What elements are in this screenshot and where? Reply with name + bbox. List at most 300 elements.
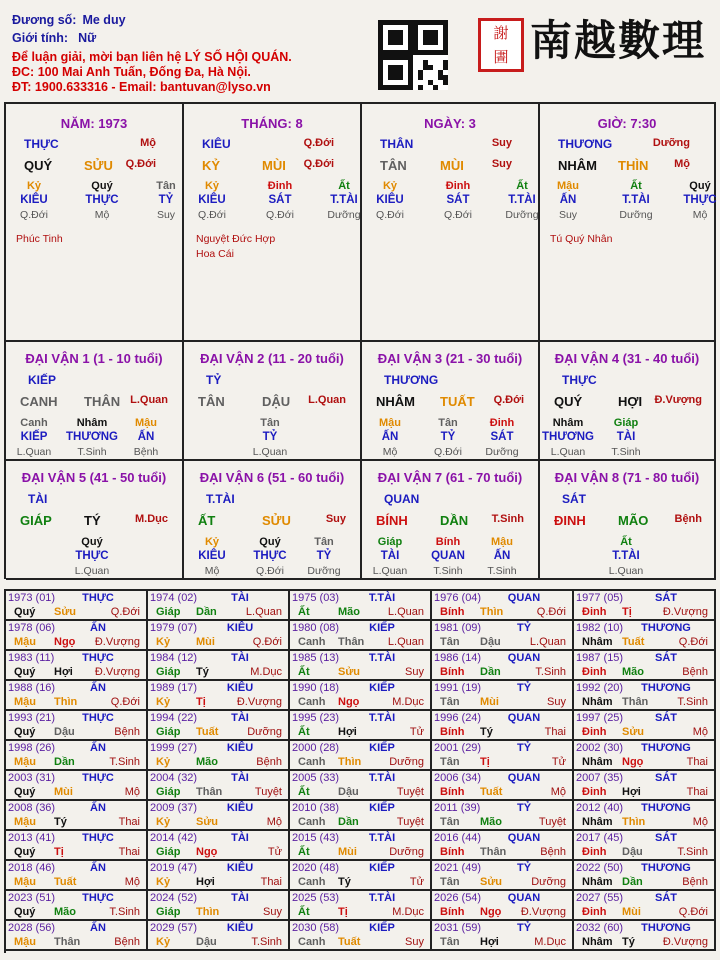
dai-van-god: QUAN	[384, 492, 420, 506]
year-label: 2030 (58)	[292, 922, 340, 934]
year-state: Bệnh	[682, 666, 708, 678]
hidden-state: Q.Đới	[256, 565, 284, 577]
year-god: TỶ	[516, 682, 532, 694]
dai-van-title: ĐẠI VẬN 1 (1 - 10 tuổi)	[25, 351, 163, 366]
year-branch: Dậu	[196, 936, 217, 948]
year-branch: Dậu	[54, 726, 75, 738]
pillar-state-top: Dưỡng	[652, 137, 690, 149]
year-label: 1981 (09)	[434, 622, 482, 634]
year-cell	[574, 921, 716, 951]
year-god: TỶ	[516, 622, 532, 634]
year-branch: Tý	[338, 876, 351, 888]
year-branch: Thìn	[622, 816, 646, 828]
year-stem: Kỷ	[156, 816, 171, 828]
hidden-state: Q.Đới	[20, 209, 48, 221]
year-god: THƯƠNG	[641, 862, 691, 874]
dai-van-state: L.Quan	[130, 394, 168, 406]
hidden-state: T.Sinh	[433, 565, 463, 577]
year-label: 1993 (21)	[8, 712, 56, 724]
year-label: 2026 (54)	[434, 892, 482, 904]
year-state: Q.Đới	[110, 606, 140, 618]
dai-van-cell	[540, 461, 716, 580]
hidden-stem: Đinh	[267, 180, 293, 192]
hidden-god: QUAN	[431, 550, 465, 562]
year-cell	[148, 801, 290, 831]
hidden-stem: Quý	[81, 536, 103, 548]
year-branch: Mão	[622, 666, 644, 678]
year-god: T.TÀI	[368, 592, 396, 604]
year-branch: Tý	[196, 666, 209, 678]
year-cell	[6, 831, 148, 861]
year-cell	[290, 801, 432, 831]
year-stem: Mậu	[14, 876, 36, 888]
year-label: 1991 (19)	[434, 682, 482, 694]
year-branch: Ngọ	[338, 696, 360, 708]
year-state: Mộ	[124, 786, 140, 798]
pillar-state-top: Suy	[491, 137, 512, 149]
year-state: Thai	[260, 876, 282, 888]
year-label: 2010 (38)	[292, 802, 340, 814]
year-branch: Sửu	[338, 666, 361, 678]
hidden-state: Mộ	[94, 209, 110, 221]
year-stem: Tân	[440, 936, 460, 948]
year-god: TỶ	[516, 862, 532, 874]
dai-van-god: T.TÀI	[206, 492, 235, 506]
logo: 南越數理	[530, 16, 707, 65]
year-state: M.Dục	[392, 696, 424, 708]
year-label: 1996 (24)	[434, 712, 482, 724]
year-state: Mộ	[550, 786, 566, 798]
hidden-state: Dưỡng	[485, 446, 519, 458]
year-label: 2023 (51)	[8, 892, 56, 904]
hidden-state: L.Quan	[16, 446, 52, 458]
year-cell	[574, 591, 716, 621]
hidden-state: Q.Đới	[444, 209, 472, 221]
dai-van-branch: DẦN	[440, 513, 469, 528]
year-stem: Tân	[440, 636, 460, 648]
year-stem: Tân	[440, 696, 460, 708]
year-state: Q.Đới	[252, 636, 282, 648]
year-state: Dưỡng	[531, 876, 566, 888]
year-branch: Dậu	[480, 636, 501, 648]
year-label: 2032 (60)	[576, 922, 624, 934]
hidden-god: T.TÀI	[622, 194, 650, 206]
year-state: T.Sinh	[535, 666, 566, 678]
year-cell	[432, 891, 574, 921]
year-branch: Mùi	[196, 636, 215, 648]
year-label: 2016 (44)	[434, 832, 482, 844]
hidden-god: TÀI	[380, 550, 400, 562]
year-cell	[290, 921, 432, 951]
hidden-stem: Ất	[516, 180, 528, 192]
hidden-stem: Tân	[260, 417, 280, 429]
hidden-god: THƯƠNG	[542, 431, 594, 443]
dai-van-god: TỶ	[206, 373, 222, 387]
hidden-stem: Kỷ	[382, 180, 398, 192]
pillar-god-top: THÂN	[380, 137, 414, 151]
year-stem: Kỷ	[156, 876, 171, 888]
year-cell	[574, 861, 716, 891]
year-god: THỰC	[82, 832, 114, 844]
year-state: Dưỡng	[247, 726, 282, 738]
year-state: Suy	[547, 696, 566, 708]
pillar-cell	[184, 104, 362, 342]
year-god: TÀI	[231, 772, 249, 784]
year-god: THỰC	[82, 712, 114, 724]
year-stem: Đinh	[582, 786, 607, 798]
year-branch: Mão	[480, 816, 502, 828]
year-state: Q.Đới	[678, 906, 708, 918]
year-god: QUAN	[507, 652, 541, 664]
year-state: M.Dục	[392, 906, 424, 918]
year-stem: Kỷ	[156, 636, 171, 648]
year-cell	[148, 741, 290, 771]
year-label: 1978 (06)	[8, 622, 56, 634]
pillar-cell	[6, 104, 184, 342]
dai-van-branch: SỬU	[262, 513, 291, 528]
year-branch: Mão	[196, 756, 218, 768]
year-cell	[6, 681, 148, 711]
year-god: TỶ	[516, 922, 532, 934]
hidden-state: Mộ	[692, 209, 708, 221]
year-god: THỰC	[82, 592, 114, 604]
pillar-stem: TÂN	[380, 158, 407, 173]
year-stem: Nhâm	[582, 816, 613, 828]
year-state: T.Sinh	[109, 906, 140, 918]
year-stem: Ất	[298, 906, 310, 918]
year-god: KIÊU	[226, 682, 254, 694]
year-cell	[290, 741, 432, 771]
year-cell	[148, 771, 290, 801]
hidden-state: Mộ	[204, 565, 220, 577]
hidden-stem: Tân	[314, 536, 334, 548]
year-god: TÀI	[231, 892, 249, 904]
hidden-god: TÀI	[616, 431, 636, 443]
dai-van-branch: MÃO	[618, 513, 649, 528]
year-branch: Tuất	[196, 726, 219, 738]
hidden-god: TỶ	[440, 431, 456, 443]
year-state: Tuyệt	[396, 816, 424, 828]
year-stem: Nhâm	[582, 696, 613, 708]
year-stem: Nhâm	[582, 636, 613, 648]
year-state: Thai	[118, 816, 140, 828]
year-cell	[290, 831, 432, 861]
year-label: 2000 (28)	[292, 742, 340, 754]
pillar-title: GIỜ: 7:30	[597, 116, 657, 131]
year-label: 1994 (22)	[150, 712, 198, 724]
star-note: Nguyệt Đức Hợp	[196, 233, 276, 245]
year-cell	[148, 621, 290, 651]
year-branch: Mão	[54, 906, 76, 918]
year-stem: Ất	[298, 726, 310, 738]
year-branch: Ngọ	[54, 636, 76, 648]
pillar-branch: MÙI	[262, 158, 286, 173]
year-branch: Tuất	[622, 636, 645, 648]
year-stem: Mậu	[14, 636, 36, 648]
hidden-stem: Tân	[438, 417, 458, 429]
dai-van-stem: QUÝ	[554, 394, 583, 409]
dai-van-branch: THÂN	[84, 394, 121, 409]
hidden-stem: Quý	[259, 536, 281, 548]
year-label: 2021 (49)	[434, 862, 482, 874]
year-branch: Sửu	[196, 816, 219, 828]
year-stem: Đinh	[582, 906, 607, 918]
year-branch: Sửu	[622, 726, 645, 738]
year-stem: Ất	[298, 666, 310, 678]
year-stem: Đinh	[582, 846, 607, 858]
year-stem: Giáp	[156, 726, 181, 738]
year-state: Thai	[686, 786, 708, 798]
year-label: 1997 (25)	[576, 712, 624, 724]
year-cell	[6, 861, 148, 891]
year-branch: Hợi	[480, 936, 499, 948]
hidden-god: ẤN	[137, 431, 155, 443]
year-cell	[432, 591, 574, 621]
hidden-stem: Bính	[435, 536, 461, 548]
year-branch: Ngọ	[622, 756, 644, 768]
year-label: 1995 (23)	[292, 712, 340, 724]
year-god: KIẾP	[369, 922, 395, 934]
year-cell	[574, 801, 716, 831]
year-label: 1989 (17)	[150, 682, 198, 694]
year-branch: Hợi	[622, 786, 641, 798]
year-label: 1979 (07)	[150, 622, 198, 634]
dai-van-title: ĐẠI VẬN 2 (11 - 20 tuổi)	[200, 351, 344, 366]
year-stem: Quý	[14, 726, 36, 738]
year-state: Suy	[405, 666, 424, 678]
year-state: Mộ	[692, 726, 708, 738]
dai-van-branch: HỢI	[618, 394, 643, 409]
year-branch: Dậu	[622, 846, 643, 858]
year-stem: Canh	[298, 816, 326, 828]
year-stem: Tân	[440, 756, 460, 768]
year-stem: Quý	[14, 846, 36, 858]
year-state: Q.Đới	[536, 606, 566, 618]
dai-van-state: M.Dục	[135, 513, 168, 525]
dai-van-cell	[6, 342, 184, 461]
hidden-god: THƯƠNG	[66, 431, 118, 443]
year-label: 2008 (36)	[8, 802, 56, 814]
year-branch: Mùi	[338, 846, 357, 858]
year-god: SÁT	[655, 772, 677, 784]
pillar-god-top: THƯƠNG	[558, 137, 613, 151]
pillar-cell	[540, 104, 716, 342]
pillar-god-top: KIÊU	[202, 137, 231, 151]
year-god: SÁT	[655, 712, 677, 724]
year-state: T.Sinh	[677, 846, 708, 858]
dai-van-god: TÀI	[28, 492, 48, 506]
year-state: Suy	[405, 936, 424, 948]
hidden-stem: Nhâm	[552, 417, 584, 429]
year-label: 2019 (47)	[150, 862, 198, 874]
year-god: ẤN	[90, 922, 106, 934]
hidden-state: Suy	[558, 209, 578, 221]
year-god: TỶ	[516, 802, 532, 814]
year-label: 1986 (14)	[434, 652, 482, 664]
year-label: 2015 (43)	[292, 832, 340, 844]
year-god: QUAN	[507, 592, 541, 604]
dai-van-stem: ĐINH	[554, 513, 586, 528]
year-state: Tử	[267, 846, 282, 858]
year-stem: Bính	[440, 726, 465, 738]
owner-line: Đương số: Me duy	[12, 13, 126, 27]
year-stem: Bính	[440, 906, 465, 918]
year-god: QUAN	[507, 832, 541, 844]
year-cell	[290, 891, 432, 921]
year-state: T.Sinh	[677, 696, 708, 708]
pillar-branch: SỬU	[84, 158, 113, 173]
year-stem: Canh	[298, 696, 326, 708]
hidden-god: SÁT	[268, 194, 292, 206]
year-cell	[432, 681, 574, 711]
hidden-god: T.TÀI	[612, 550, 640, 562]
year-branch: Thìn	[196, 906, 220, 918]
year-branch: Hợi	[54, 666, 73, 678]
hidden-state: T.Sinh	[611, 446, 641, 458]
hidden-state: Dưỡng	[307, 565, 341, 577]
year-branch: Tị	[622, 606, 632, 618]
contact-line: Để luận giải, mời bạn liên hệ LÝ SỐ HỘI QUÁN.	[12, 50, 292, 64]
year-cell	[432, 831, 574, 861]
year-label: 2028 (56)	[8, 922, 56, 934]
year-state: Mộ	[124, 876, 140, 888]
year-cell	[290, 861, 432, 891]
hidden-state: Dưỡng	[619, 209, 653, 221]
hidden-state: Q.Đới	[266, 209, 294, 221]
year-state: Thai	[118, 846, 140, 858]
year-cell	[574, 771, 716, 801]
year-branch: Thân	[196, 786, 223, 798]
year-stem: Giáp	[156, 906, 181, 918]
hidden-god: TỶ	[158, 194, 174, 206]
year-label: 1984 (12)	[150, 652, 198, 664]
year-cell	[574, 831, 716, 861]
year-cell	[432, 741, 574, 771]
year-cell	[290, 771, 432, 801]
year-state: Thai	[686, 756, 708, 768]
year-stem: Mậu	[14, 936, 36, 948]
year-cell	[432, 651, 574, 681]
pillar-title: NGÀY: 3	[424, 116, 476, 131]
year-branch: Tý	[54, 816, 67, 828]
year-branch: Thìn	[338, 756, 362, 768]
year-stem: Canh	[298, 876, 326, 888]
qr-code-icon	[378, 20, 448, 90]
year-cell	[6, 711, 148, 741]
year-stem: Đinh	[582, 666, 607, 678]
year-state: L.Quan	[387, 606, 424, 618]
year-label: 1980 (08)	[292, 622, 340, 634]
hidden-god: KIÊU	[20, 194, 48, 206]
year-cell	[574, 621, 716, 651]
pillar-god-top: THỰC	[24, 137, 59, 151]
year-stem: Quý	[14, 606, 36, 618]
year-cell	[148, 591, 290, 621]
year-cell	[6, 651, 148, 681]
pillar-state-top: Q.Đới	[303, 137, 334, 149]
pillar-state-top: Mộ	[140, 137, 156, 149]
year-label: 1975 (03)	[292, 592, 340, 604]
year-state: Dưỡng	[389, 756, 424, 768]
year-god: KIÊU	[226, 622, 254, 634]
year-stem: Giáp	[156, 786, 181, 798]
year-label: 2025 (53)	[292, 892, 340, 904]
year-label: 2018 (46)	[8, 862, 56, 874]
year-branch: Sửu	[480, 876, 503, 888]
year-cell	[432, 801, 574, 831]
dai-van-title: ĐẠI VẬN 5 (41 - 50 tuổi)	[21, 470, 167, 485]
hidden-state: Q.Đới	[434, 446, 462, 458]
year-cell	[148, 921, 290, 951]
year-god: THƯƠNG	[641, 922, 691, 934]
year-god: TÀI	[231, 712, 249, 724]
year-state: Đ.Vượng	[94, 666, 140, 678]
dai-van-cell	[540, 342, 716, 461]
year-god: SÁT	[655, 832, 677, 844]
year-god: THỰC	[82, 652, 114, 664]
year-cell	[6, 591, 148, 621]
year-cell	[290, 591, 432, 621]
year-god: KIẾP	[369, 862, 395, 874]
year-stem: Ất	[298, 846, 310, 858]
year-branch: Mão	[338, 606, 360, 618]
annual-table	[4, 589, 716, 953]
year-label: 2002 (30)	[576, 742, 624, 754]
pillar-title: NĂM: 1973	[60, 116, 128, 131]
year-label: 2004 (32)	[150, 772, 198, 784]
dai-van-branch: TÝ	[84, 513, 101, 528]
year-stem: Giáp	[156, 666, 181, 678]
year-stem: Kỷ	[156, 696, 171, 708]
hidden-state: Q.Đới	[376, 209, 404, 221]
hidden-stem: Mậu	[379, 417, 401, 429]
year-stem: Canh	[298, 636, 326, 648]
seal-icon: 謝 圕	[478, 18, 524, 72]
chart-grid	[4, 102, 716, 579]
hidden-god: THỰC	[683, 194, 717, 206]
year-god: TÀI	[231, 592, 249, 604]
year-god: SÁT	[655, 592, 677, 604]
hidden-stem: Giáp	[377, 536, 403, 548]
star-note: Hoa Cái	[196, 248, 234, 260]
dai-van-title: ĐẠI VẬN 3 (21 - 30 tuổi)	[377, 351, 523, 366]
hidden-god: SÁT	[490, 431, 514, 443]
year-label: 2013 (41)	[8, 832, 56, 844]
year-god: T.TÀI	[368, 832, 396, 844]
year-state: Tuyệt	[254, 786, 282, 798]
year-stem: Nhâm	[582, 756, 613, 768]
star-note: Tú Quý Nhân	[550, 233, 613, 245]
year-state: Bệnh	[682, 876, 708, 888]
hidden-god: SÁT	[446, 194, 470, 206]
year-label: 1999 (27)	[150, 742, 198, 754]
dai-van-cell	[184, 461, 362, 580]
hidden-stem: Kỷ	[26, 180, 42, 192]
hidden-state: Mộ	[382, 446, 398, 458]
hidden-god: ẤN	[493, 550, 511, 562]
year-label: 1985 (13)	[292, 652, 340, 664]
year-label: 1976 (04)	[434, 592, 482, 604]
year-god: THỰC	[82, 772, 114, 784]
year-label: 2027 (55)	[576, 892, 624, 904]
year-stem: Mậu	[14, 696, 36, 708]
year-label: 1974 (02)	[150, 592, 198, 604]
hidden-god: THỰC	[253, 550, 287, 562]
year-cell	[574, 651, 716, 681]
pillar-stem: QUÝ	[24, 158, 53, 173]
year-god: SÁT	[655, 652, 677, 664]
year-cell	[290, 621, 432, 651]
